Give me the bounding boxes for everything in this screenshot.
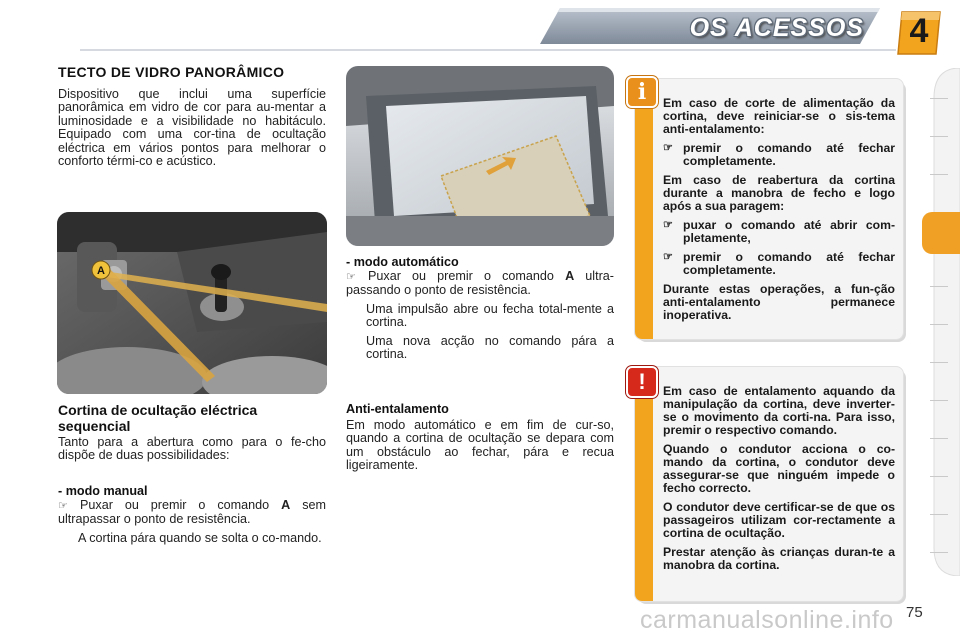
automatic-mode-heading: - modo automático	[346, 255, 459, 269]
warning-paragraph: Prestar atenção às crianças duran-te a manobra da cortina.	[663, 545, 895, 572]
info-paragraph: Durante estas operações, a fun-ção anti-entalamento permanece inoperativa.	[663, 282, 895, 322]
active-chapter-tab[interactable]	[922, 212, 960, 254]
info-box	[634, 78, 904, 340]
intro-paragraph: Dispositivo que inclui uma superfície panorâmica em vidro de cor para au-mentar a luminosidade e a visibilidade no habitáculo. Equipado com uma cor-tina de ocultação eléctrica em vários pontos para melhorar o conforto térmi-co e acústico.	[58, 87, 326, 169]
info-bullet: ☞ puxar o comando até abrir com-pletamente,	[663, 218, 895, 245]
cortina-paragraph: Tanto para a abertura como para o fe-cho dispõe de duas possibilidades:	[58, 435, 326, 463]
tab-divider	[930, 514, 948, 515]
info-box-content	[663, 97, 895, 328]
tab-divider	[930, 286, 948, 287]
warning-paragraph: O condutor deve certificar-se de que os passageiros utilizam cor-rectamente a cortina de ocultação.	[663, 500, 895, 540]
automatic-mode-note: Uma impulsão abre ou fecha total-mente a cortina.	[366, 301, 614, 330]
info-paragraph: Em caso de corte de alimentação da cortina, deve reiniciar-se o sis-tema anti-entalamento:	[663, 96, 895, 136]
info-bullet: ☞ premir o comando até fechar completamente.	[663, 141, 895, 168]
pointing-hand-icon: ☞	[346, 271, 356, 283]
tab-divider	[930, 438, 948, 439]
automatic-mode-note: Uma nova acção no comando pára a cortina.	[366, 333, 614, 362]
watermark: carmanualsonline.info	[640, 606, 894, 634]
page-number: 75	[906, 604, 923, 621]
tab-divider	[930, 362, 948, 363]
info-bullet: ☞ premir o comando até fechar completamente.	[663, 250, 895, 277]
info-icon: i	[626, 76, 658, 108]
manual-mode-heading: - modo manual	[58, 484, 148, 498]
warning-box-content	[663, 385, 895, 578]
pointing-hand-icon: ☞	[663, 142, 673, 154]
manual-mode-block	[58, 484, 326, 545]
anti-pinch-paragraph: Em modo automático e em fim de cur-so, quando a cortina de ocultação se depara com um obstáculo ao fechar, pára e recua ligeiramente.	[346, 418, 614, 473]
control-a-label: A	[97, 265, 105, 277]
console-photo	[57, 212, 327, 394]
panoramic-roof-photo	[346, 66, 614, 246]
warning-box	[634, 366, 904, 602]
warning-paragraph: Quando o condutor acciona o co-mando da cortina, o condutor deve assegurar-se que ninguém impede o fecho correcto.	[663, 442, 895, 495]
manual-mode-note: A cortina pára quando se solta o co-mando.	[78, 530, 322, 545]
chapter-title: OS ACESSOS	[689, 14, 864, 42]
manual-mode-instruction: ☞ Puxar ou premir o comando A sem ultrapassar o ponto de resistência.	[58, 498, 326, 527]
pointing-hand-icon: ☞	[58, 500, 68, 512]
tab-divider	[930, 136, 948, 137]
info-paragraph: Em caso de reabertura da cortina durante a manobra de fecho e logo após a sua paragem:	[663, 173, 895, 213]
pointing-hand-icon: ☞	[663, 219, 673, 231]
pointing-hand-icon: ☞	[663, 251, 673, 263]
chapter-number: 4	[909, 12, 929, 50]
cortina-heading: Cortina de ocultação eléctrica sequencial	[58, 402, 258, 434]
info-box-accent	[635, 79, 653, 339]
anti-pinch-heading: Anti-entalamento	[346, 402, 449, 416]
tab-divider	[930, 476, 948, 477]
automatic-mode-block	[346, 255, 614, 361]
tab-divider	[930, 174, 948, 175]
tab-divider	[930, 98, 948, 99]
chapter-tab-strip	[926, 68, 960, 576]
anti-pinch-block	[346, 402, 614, 473]
tab-divider	[930, 552, 948, 553]
section-title: TECTO DE VIDRO PANORÂMICO	[58, 64, 285, 80]
tab-divider	[930, 400, 948, 401]
automatic-mode-instruction: ☞ Puxar ou premir o comando A ultra-passando o ponto de resistência.	[346, 269, 614, 298]
warning-paragraph: Em caso de entalamento aquando da manipulação da cortina, deve inverter-se o movimento da corti-na. Para isso, premir o respectivo comando.	[663, 384, 895, 437]
tab-divider	[930, 324, 948, 325]
warning-icon: !	[626, 366, 658, 398]
warning-box-accent	[635, 367, 653, 601]
